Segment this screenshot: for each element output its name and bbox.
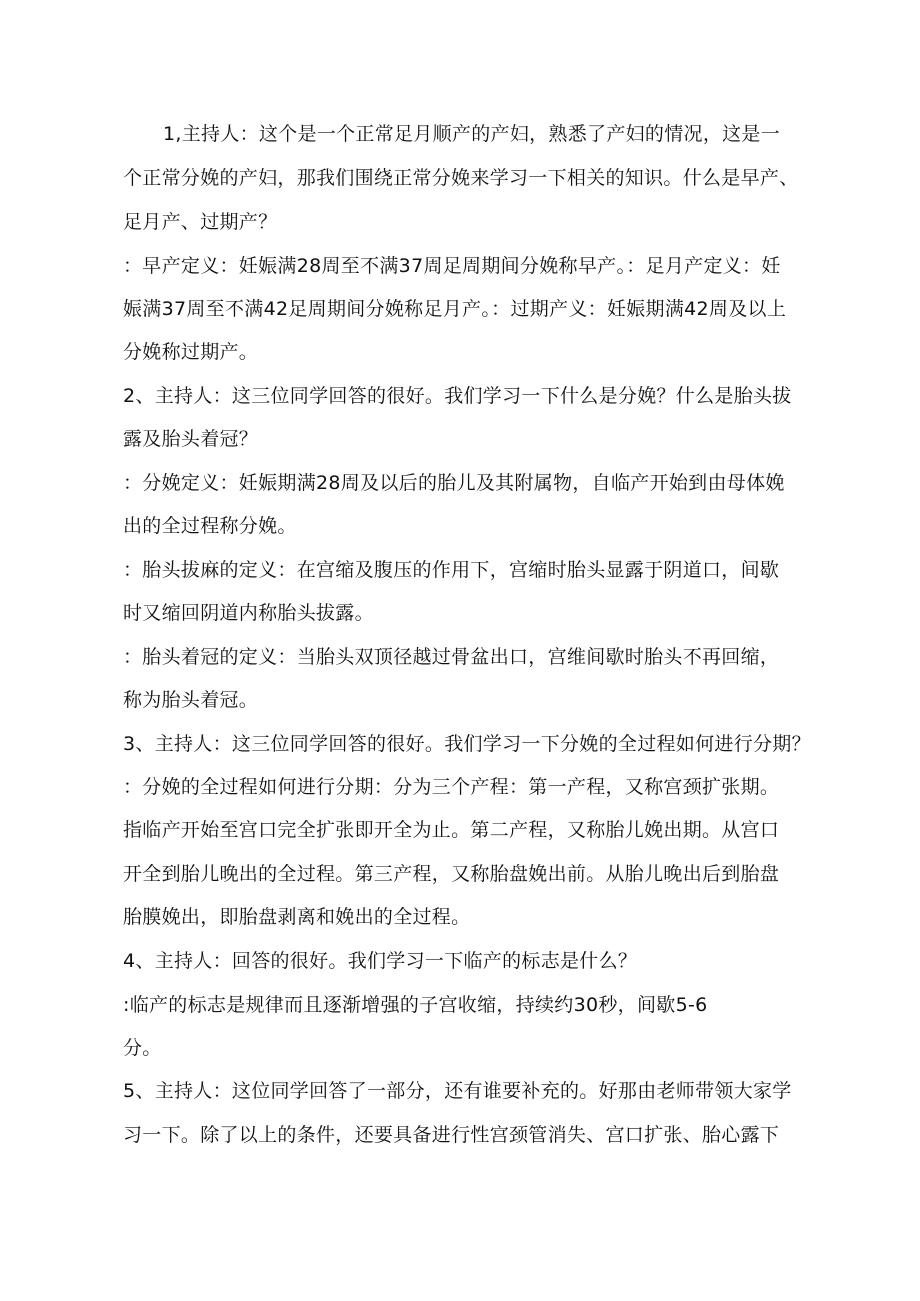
text-line: ：分娩的全过程如何进行分期：分为三个产程：第一产程，又称宫颈扩张期。 (123, 776, 780, 798)
text-line: 称为胎头着冠。 (123, 689, 259, 711)
text-line: ：早产定义：妊娠满28周至不满37周足周期间分娩称早产。：足月产定义：妊 (123, 255, 781, 277)
text-line: 3、主持人：这三位同学回答的很好。我们学习一下分娩的全过程如何进行分期？ (123, 733, 811, 755)
text-line: 4、主持人：回答的很好。我们学习一下临产的标志是什么？ (123, 950, 638, 972)
text-line: 5、主持人：这位同学回答了一部分，还有谁要补充的。好那由老师带领大家学 (123, 1080, 792, 1102)
text-line: 分。 (123, 1037, 162, 1059)
text-line: 出的全过程称分娩。 (123, 515, 297, 537)
text-line: 分娩称过期产。 (123, 341, 259, 363)
text-line: 开全到胎儿晚出的全过程。第三产程，又称胎盘娩出前。从胎儿晚出后到胎盘 (123, 863, 780, 885)
text-line: ：胎头拔麻的定义：在宫缩及腹压的作用下，宫缩时胎头显露于阴道口，间歇 (123, 559, 780, 581)
text-line: 足月产、过期产？ (123, 211, 278, 233)
text-line: 时又缩回阴道内称胎头拔露。 (123, 602, 374, 624)
text-line: 习一下。除了以上的条件，还要具备进行性宫颈管消失、宫口扩张、胎心露下 (123, 1124, 780, 1146)
text-line: 个正常分娩的产妇，那我们围绕正常分娩来学习一下相关的知识。什么是早产、 (123, 167, 799, 189)
text-line: ：分娩定义：妊娠期满28周及以后的胎儿及其附属物，自临产开始到由母体娩 (123, 472, 785, 494)
text-line: 露及胎头着冠？ (123, 428, 259, 450)
text-line: 指临产开始至宫口完全扩张即开全为止。第二产程，又称胎儿娩出期。从宫口 (123, 819, 780, 841)
text-line: 胎膜娩出，即胎盘剥离和娩出的全过程。 (123, 906, 471, 928)
text-line: 2、主持人：这三位同学回答的很好。我们学习一下什么是分娩？什么是胎头拔 (123, 385, 792, 407)
text-line: ：胎头着冠的定义：当胎头双顶径越过骨盆出口，宫维间歇时胎头不再回缩， (123, 646, 780, 668)
text-line: 娠满37周至不满42足周期间分娩称足月产。：过期产义：妊娠期满42周及以上 (123, 298, 787, 320)
text-line: :临产的标志是规律而且逐渐增强的子宫收缩，持续约30秒，间歇5-6 (123, 994, 708, 1016)
text-line: 1,主持人：这个是一个正常足月顺产的产妇，熟悉了产妇的情况，这是一 (163, 123, 781, 145)
